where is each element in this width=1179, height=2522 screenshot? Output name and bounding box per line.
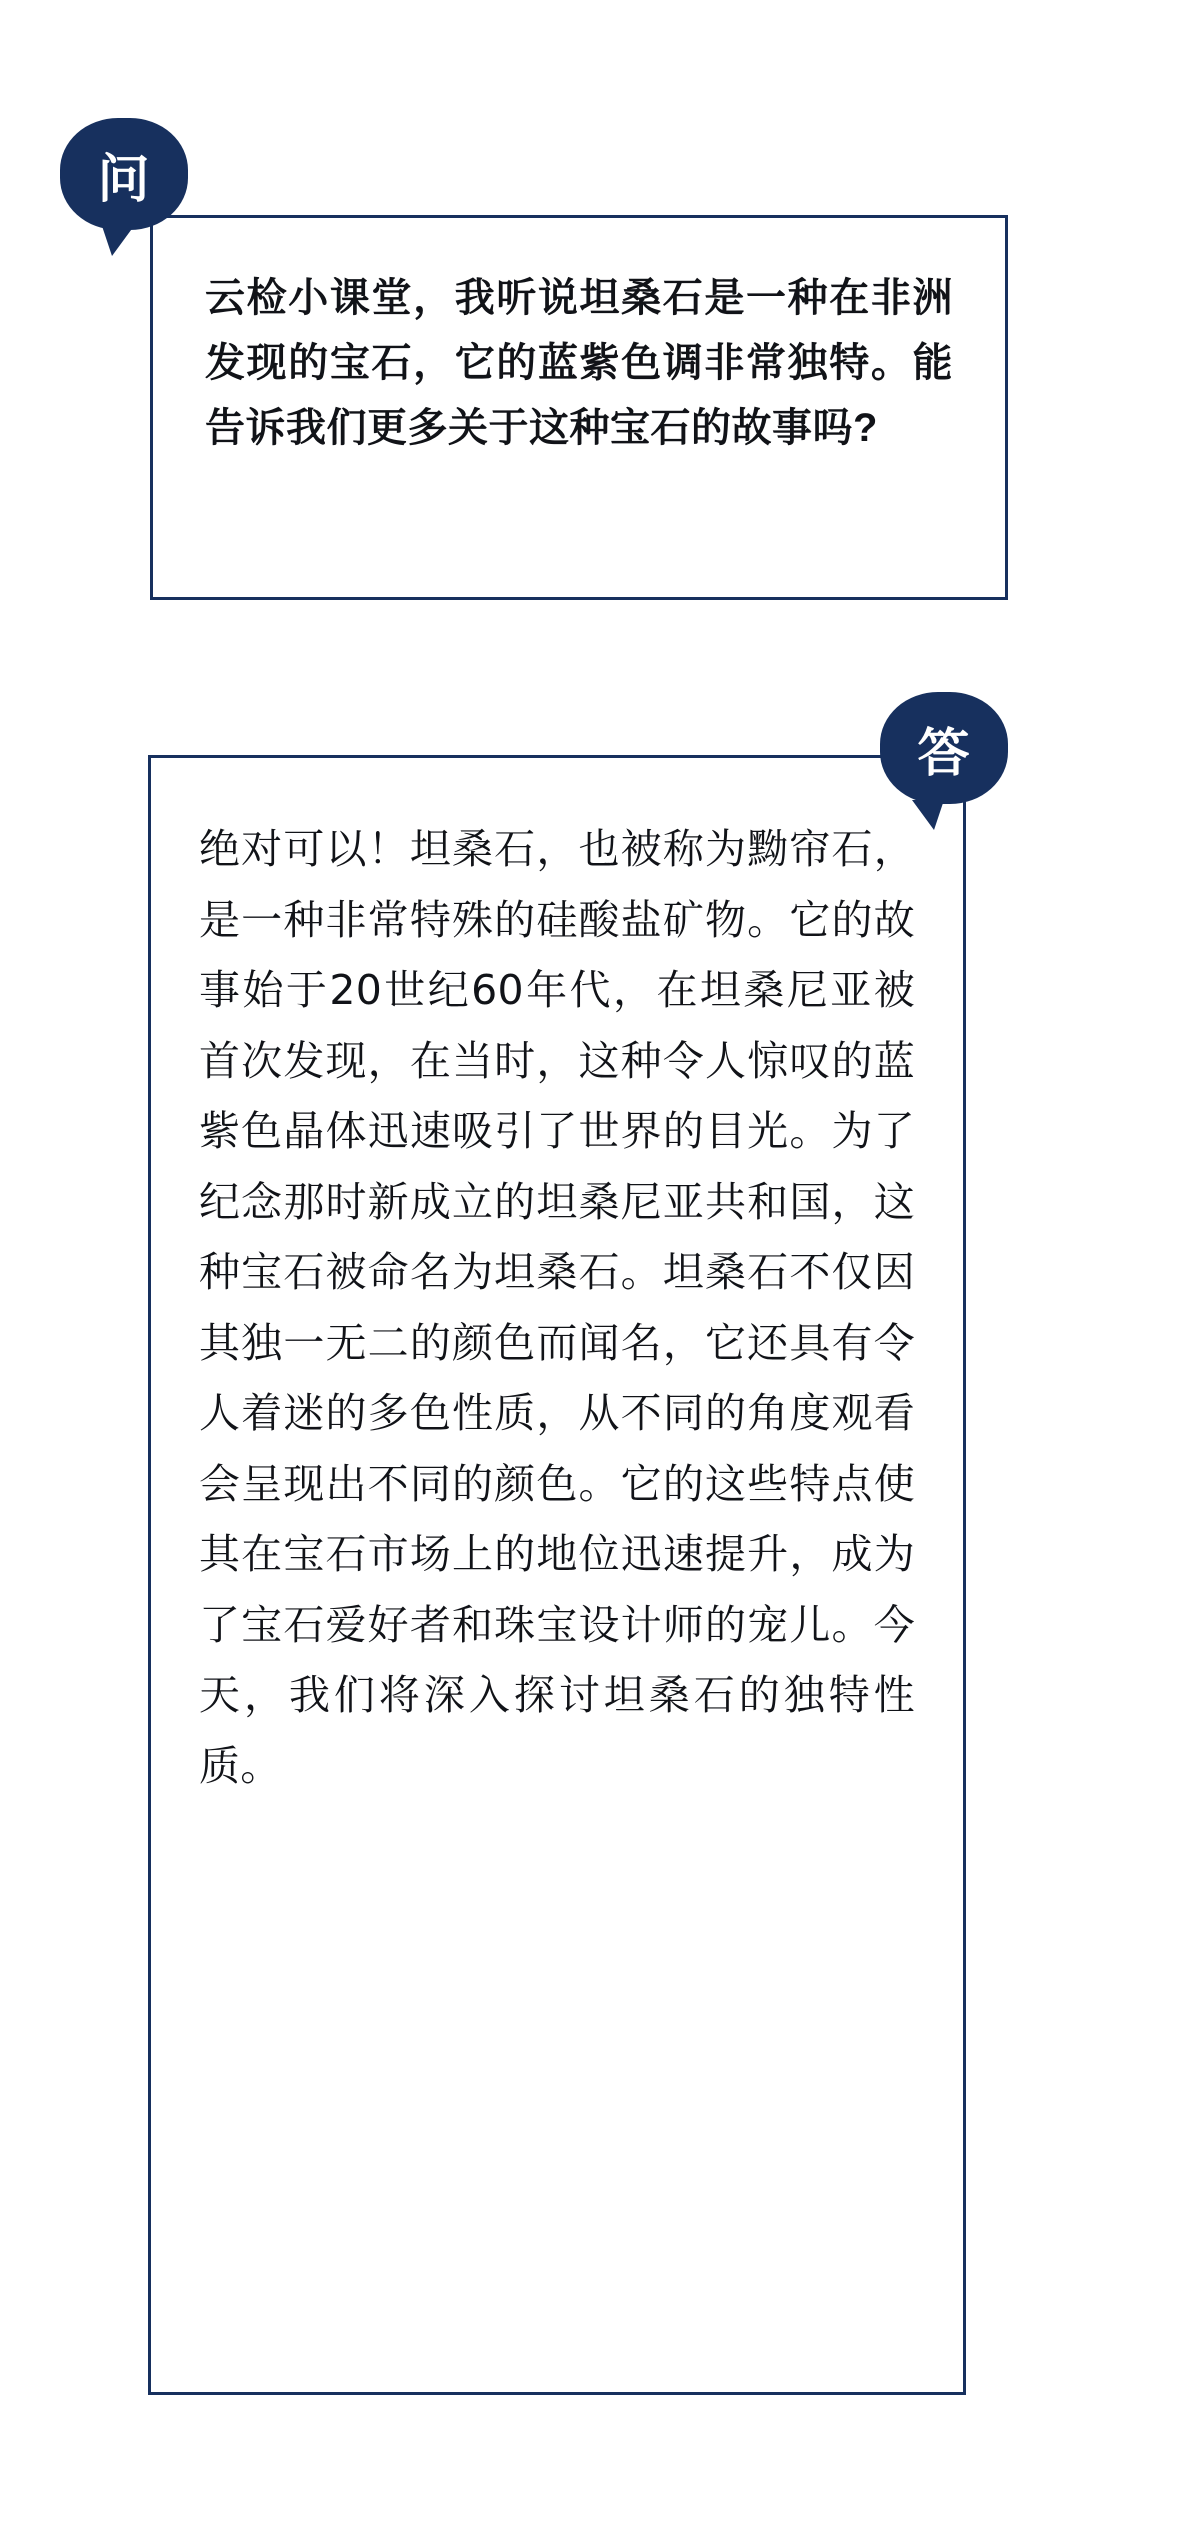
answer-badge-label: 答 — [917, 724, 971, 783]
question-text: 云检小课堂，我听说坦桑石是一种在非洲发现的宝石，它的蓝紫色调非常独特。能告诉我们更多关于这种宝石的故事吗? — [205, 276, 953, 450]
speech-bubble-ask-icon — [102, 226, 134, 256]
question-badge — [60, 118, 188, 230]
question-badge-label: 问 — [97, 150, 151, 209]
answer-badge — [880, 692, 1008, 804]
answer-text: 绝对可以！坦桑石，也被称为黝帘石，是一种非常特殊的硅酸盐矿物。它的故事始于20世纪60年代，在坦桑尼亚被首次发现，在当时，这种令人惊叹的蓝紫色晶体迅速吸引了世界的目光。为了纪念那时新成立的坦桑尼亚共和国，这种宝石被命名为坦桑石。坦桑石不仅因其独一无二的颜色而闻名，它还具有令人着迷的多色性质，从不同的角度观看会呈现出不同的颜色。它的这些特点使其在宝石市场上的地位迅速提升，成为了宝石爱好者和珠宝设计师的宠儿。今天，我们将深入探讨坦桑石的独特性质。 — [199, 825, 915, 1790]
question-box — [150, 215, 1008, 600]
speech-bubble-answer-icon — [912, 800, 944, 830]
question-section — [150, 215, 1008, 600]
answer-box — [148, 755, 966, 2395]
answer-section — [148, 755, 966, 2395]
